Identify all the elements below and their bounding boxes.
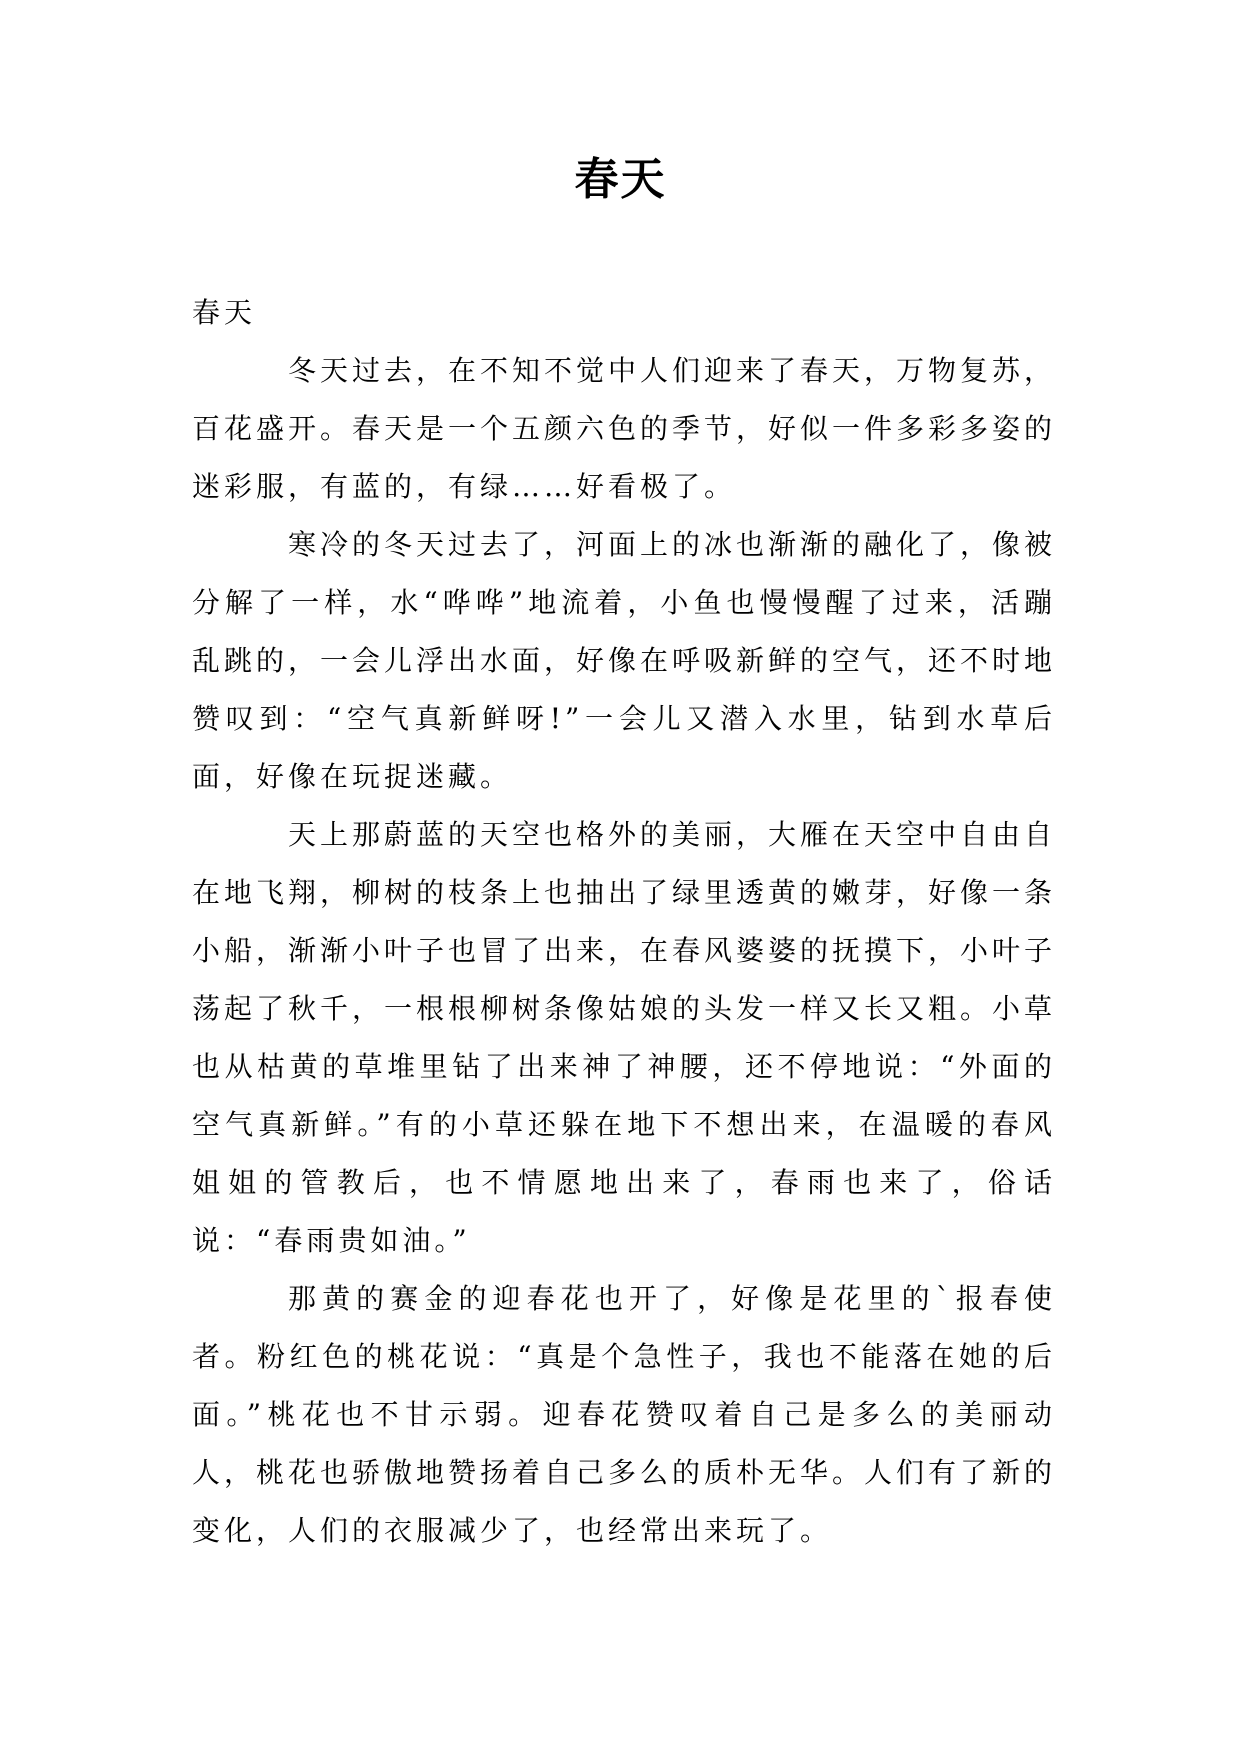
document-body	[192, 284, 1056, 1560]
document-subheading: 春天	[192, 296, 257, 329]
paragraph-2: 寒冷的冬天过去了，河面上的冰也渐渐的融化了，像被分解了一样，水“哗哗”地流着，小鱼也慢慢醒了过来，活蹦乱跳的，一会儿浮出水面，好像在呼吸新鲜的空气，还不时地赞叹到：“空气真新鲜呀!”一会儿又潜入水里，钻到水草后面，好像在玩捉迷藏。	[192, 528, 1057, 793]
paragraph-1: 冬天过去，在不知不觉中人们迎来了春天，万物复苏，百花盛开。春天是一个五颜六色的季节，好似一件多彩多姿的迷彩服，有蓝的，有绿……好看极了。	[192, 354, 1057, 503]
paragraph-3: 天上那蔚蓝的天空也格外的美丽，大雁在天空中自由自在地飞翔，柳树的枝条上也抽出了绿里透黄的嫩芽，好像一条小船，渐渐小叶子也冒了出来，在春风婆婆的抚摸下，小叶子荡起了秋千，一根根柳树条像姑娘的头发一样又长又粗。小草也从枯黄的草堆里钻了出来神了神腰，还不停地说：“外面的空气真新鲜。”有的小草还躲在地下不想出来，在温暖的春风姐姐的管教后，也不情愿地出来了，春雨也来了，俗话说：“春雨贵如油。”	[192, 818, 1057, 1257]
paragraph-4: 那黄的赛金的迎春花也开了，好像是花里的`报春使者。粉红色的桃花说：“真是个急性子，我也不能落在她的后面。”桃花也不甘示弱。迎春花赞叹着自己是多么的美丽动人，桃花也骄傲地赞扬着自己多么的质朴无华。人们有了新的变化，人们的衣服减少了，也经常出来玩了。	[192, 1282, 1057, 1547]
document-title: 春天	[574, 154, 667, 205]
